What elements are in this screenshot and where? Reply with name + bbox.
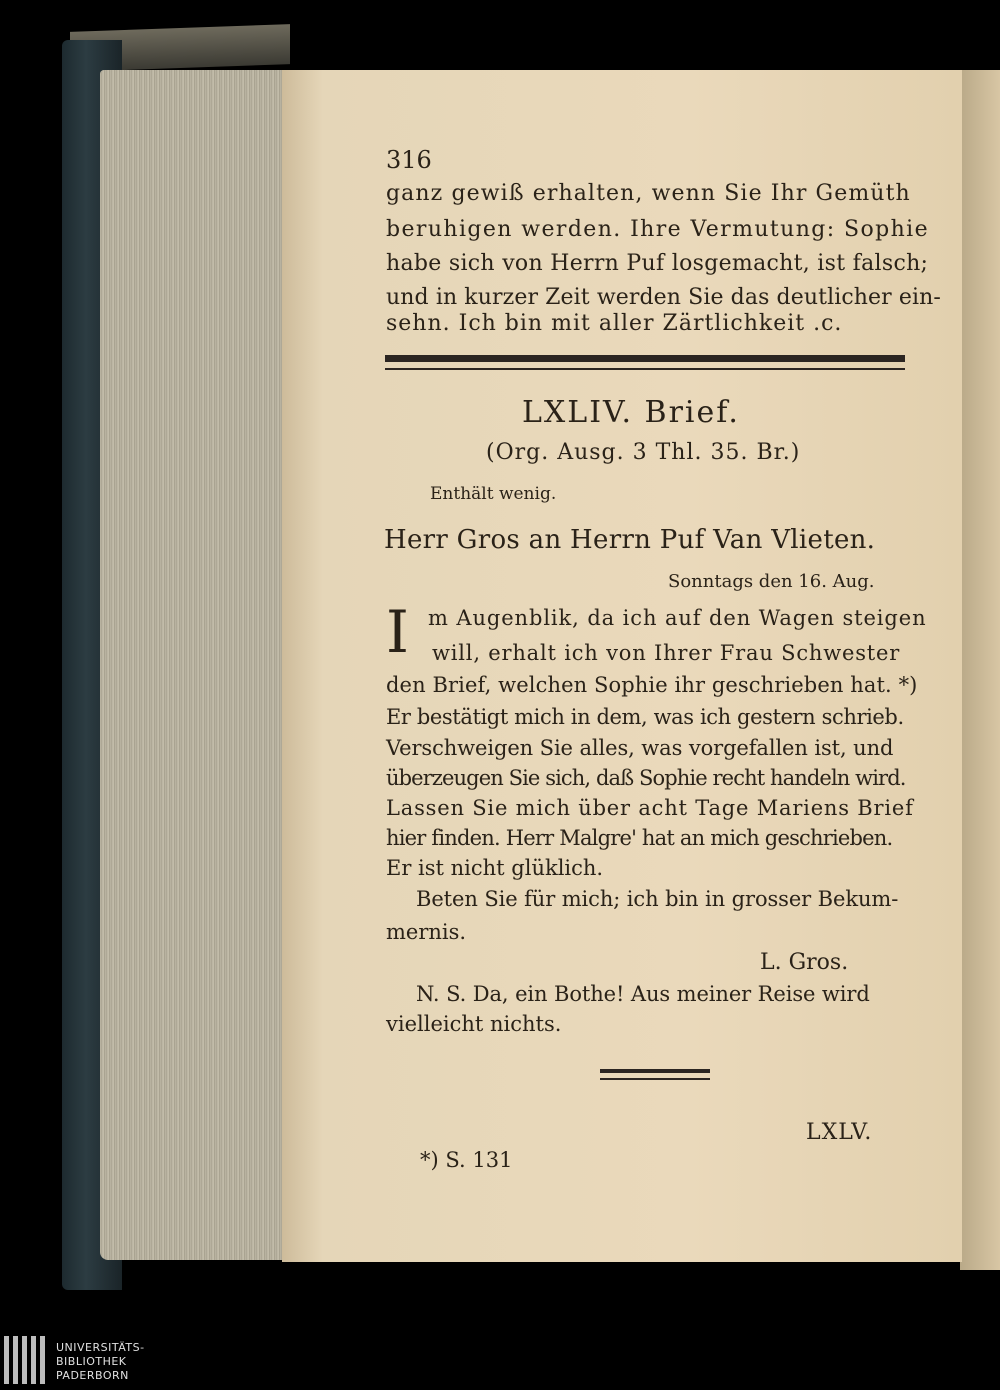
facing-page-edge (960, 70, 1000, 1270)
book-page (282, 70, 962, 1262)
drop-cap: I (386, 598, 409, 666)
footnote: *) S. 131 (420, 1148, 513, 1172)
text-line: den Brief, welchen Sophie ihr geschrieben hat. *) (386, 673, 918, 697)
text-line: Er ist nicht glüklich. (386, 856, 604, 880)
letter-title: LXLIV. Brief. (522, 395, 740, 430)
closing-ornament-thin (600, 1078, 710, 1080)
text-line: Verschweigen Sie alles, was vorgefallen ist, und (386, 736, 894, 760)
text-line: habe sich von Herrn Puf losgemacht, ist falsch; (386, 251, 929, 276)
text-line: will, erhalt ich von Ihrer Frau Schwester (432, 641, 901, 665)
text-line: überzeugen Sie sich, daß Sophie recht handeln wird. (386, 766, 906, 790)
text-line: und in kurzer Zeit werden Sie das deutlicher ein- (386, 285, 941, 310)
text-line: m Augenblik, da ich auf den Wagen steigen (428, 606, 927, 630)
closing-ornament (600, 1069, 710, 1073)
section-divider-thin (385, 368, 905, 370)
salutation: Herr Gros an Herrn Puf Van Vlieten. (384, 525, 876, 555)
library-logo-line: BIBLIOTHEK (56, 1355, 127, 1368)
library-logo-line: UNIVERSITÄTS- (56, 1341, 145, 1354)
text-line: Er bestätigt mich in dem, was ich gestern schrieb. (386, 705, 904, 729)
text-line: sehn. Ich bin mit aller Zärtlichkeit .c. (386, 311, 843, 336)
text-line: ganz gewiß erhalten, wenn Sie Ihr Gemüth (386, 181, 911, 206)
text-line: beruhigen werden. Ihre Vermutung: Sophie (386, 217, 929, 242)
postscript-line: vielleicht nichts. (386, 1012, 562, 1036)
letter-date: Sonntags den 16. Aug. (668, 571, 875, 592)
text-line: Lassen Sie mich über acht Tage Mariens Brief (386, 796, 914, 820)
postscript-line: N. S. Da, ein Bothe! Aus meiner Reise wird (416, 982, 870, 1006)
library-logo-line: PADERBORN (56, 1369, 129, 1382)
text-line: hier finden. Herr Malgre' hat an mich geschrieben. (386, 826, 893, 850)
page-edges (100, 70, 285, 1260)
section-divider-thick (385, 355, 905, 362)
letter-summary: Enthält wenig. (430, 484, 557, 504)
library-logo-icon (4, 1336, 50, 1390)
page-number: 316 (386, 146, 432, 174)
signature: L. Gros. (760, 950, 849, 975)
edition-note: (Org. Ausg. 3 Thl. 35. Br.) (486, 440, 801, 465)
text-line: mernis. (386, 920, 467, 944)
catchword: LXLV. (806, 1120, 873, 1145)
text-line: Beten Sie für mich; ich bin in grosser Bekum- (416, 887, 899, 911)
